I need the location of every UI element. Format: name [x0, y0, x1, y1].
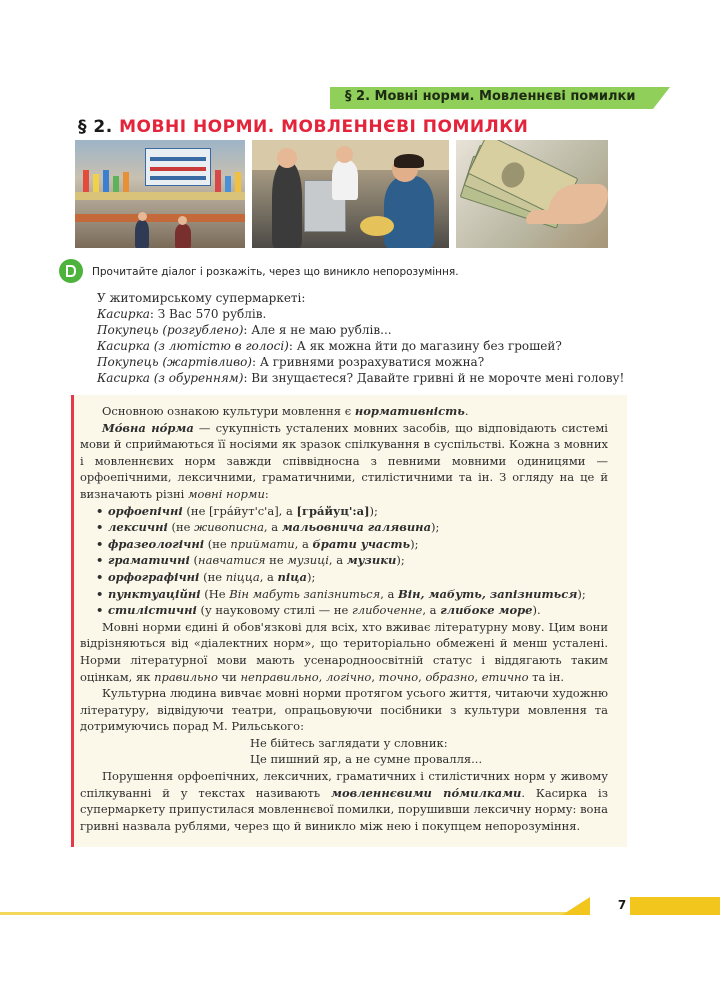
dialogue-intro: У житомирському супермаркеті:	[97, 291, 306, 305]
list-item: • орфографічні (не піцца, а піца);	[108, 569, 608, 586]
dialogue-line: Покупець (жартівливо): А гривнями розрахуватися можна?	[97, 355, 485, 369]
quote-line: Це пишний яр, а не сумне провалля...	[250, 752, 483, 767]
supermarket-photo	[75, 140, 245, 248]
dialogue-line: Касирка (з обуренням): Ви знущаєтеся? Давайте гривні й не морочте мені голову!	[97, 371, 625, 385]
banknotes-photo	[456, 140, 608, 248]
dialogue	[97, 290, 625, 386]
dialogue-line: Касирка (з лютістю в голосі): А як можна йти до магазину без грошей?	[97, 339, 562, 353]
dialogue-line: Покупець (розгублено): Але я не маю рублів...	[97, 323, 392, 337]
cashier-photo	[252, 140, 449, 248]
defined-term: Мо́вна но́рма	[102, 420, 194, 435]
section-heading: МОВНІ НОРМИ. МОВЛЕННЄВІ ПОМИЛКИ	[119, 117, 529, 137]
rule-text	[80, 403, 608, 834]
quote-line: Не бійтесь заглядати у словник:	[250, 735, 448, 750]
list-item: • лексичні (не живописна, а мальовнича галявина);	[108, 519, 608, 536]
list-item: • фразеологічні (не приймати, а брати участь);	[108, 536, 608, 553]
dialogue-line: Касирка: З Вас 570 рублів.	[97, 307, 267, 321]
section-number: § 2.	[78, 117, 113, 137]
task-instruction: Прочитайте діалог і розкажіть, через що виникло непорозуміння.	[92, 266, 459, 278]
definition-paragraph: Мо́вна но́рма — сукупність усталених мовних засобів, що відповідають системі мови й сприймаються її носіями як зразок спілкування в суспільстві. Кожна з мовних і мовленнєвих норм завжди співвідносна з певними мовними одиницями — орфоепічними, лексичними, граматичними, стилістичними та ін. З огляду на це й визначають різні мовні норми:	[80, 420, 608, 501]
section-title	[78, 117, 528, 137]
page-number: 7	[617, 898, 627, 912]
list-item: • граматичні (навчатися не музиці, а музики);	[108, 552, 608, 569]
running-header: § 2. Мовні норми. Мовленнєві помилки	[345, 89, 636, 104]
store-sign	[145, 148, 211, 186]
list-item: • орфоепічні (не [грáйут'с'а], а [гра́йуц':а]);	[108, 503, 608, 520]
footer-line	[0, 912, 580, 915]
paragraph: Основною ознакою культури мовлення є нормативність.	[102, 404, 469, 418]
task-icon	[58, 258, 84, 284]
list-item: • пунктуаційні (Не Він мабуть запізниться, а Він, мабуть, запізниться);	[108, 586, 608, 603]
paragraph: Культурна людина вивчає мовні норми протягом усього життя, читаючи художню літературу, відвідуючи театри, опрацьовуючи посібники з культури мовлення та дотримуючись порад М. Рильського:	[80, 686, 608, 734]
norms-list	[80, 503, 608, 619]
paragraph: Порушення орфоепічних, лексичних, граматичних і стилістичних норм у живому спілкуванні й у текстах називають мовленнєвими по́милками. Касирка із супермаркету припустилася мовленнєвої помилки, порушивши лексичну норму: вона гривні назвала рублями, через що й виникло між нею і покупцем непорозуміння.	[80, 769, 609, 833]
footer-tab	[630, 897, 720, 915]
list-item: • стилістичні (у науковому стилі — не глибоченне, а глибоке море).	[108, 602, 608, 619]
paragraph: Мовні норми єдині й обов'язкові для всіх, хто вживає літературну мову. Цим вони відрізняються від «діалектних норм», що територіально обмежені й менш усталені. Норми літературної мови мають усенародноосвітній статус і віддягають таким оцінкам, як правильно чи неправильно, логічно, точно, образно, етично та ін.	[80, 619, 608, 684]
